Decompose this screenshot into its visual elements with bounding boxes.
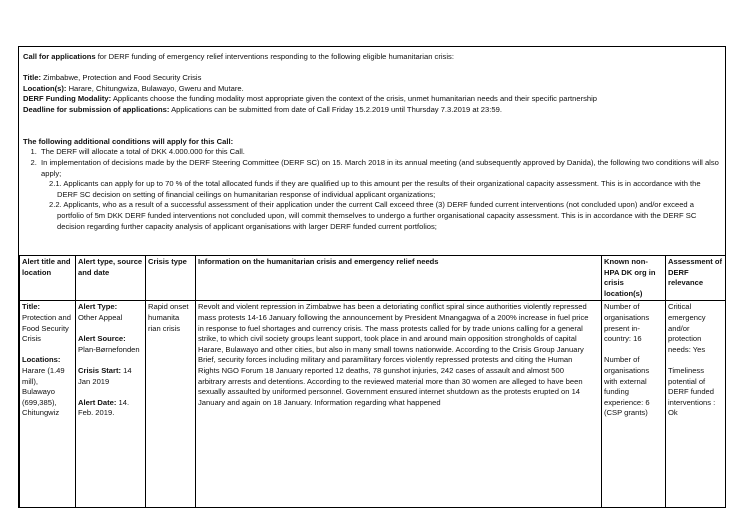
- alert-source-value: Plan-Børnefonden: [78, 344, 140, 354]
- header-known-orgs: Known non-HPA DK org in crisis location(s): [602, 256, 666, 301]
- conditions-heading-text: The following additional conditions will apply for this Call:: [23, 136, 234, 146]
- cell-crisis-type: Rapid onset humanita rian crisis: [146, 301, 196, 508]
- modality-line: [23, 94, 721, 105]
- crisis-start-value: 14 Jan 2019: [78, 365, 132, 386]
- deadline-label: Deadline for submission of applications:: [23, 104, 170, 114]
- deadline-line: [23, 105, 721, 116]
- cell-information: Revolt and violent repression in Zimbabwe has been a detoriating conflict spiral since authorities violently repressed mass protests 14-16 January following the announcement by President Mnangagwa of a 200% increase in fuel price in response to fuel shortages and currency crisis. The mass protests called for by trade unions calling for a general strike, to which civil society groups leant support, took place in and around main opposition strongholds of capital Harare, Bulawayo and other cities, but also in many small towns nationwide. According to the Crisis Group January Brief, security forces including military and paramilitary forces violently repressed protests and citing the Human Rights NGO Forum 18 January reported 12 deaths, 78 gunshot injuries, 242 cases of assault and almost 500 arbitrary arrests and detentions. According to the reviewed material more than 30 women are alleged to have been sexually assaulted by uniformed personnel. Government ensured internet shutdown as the protests erupted on 14 January and again on 18 January. Information regarding what happened: [196, 301, 602, 508]
- title-label-cell: Title:: [22, 302, 41, 312]
- call-intro-bold: Call for applications: [23, 52, 96, 61]
- header-alert-type: Alert type, source and date: [76, 256, 146, 301]
- alert-date-value: 14. Feb. 2019.: [78, 397, 130, 418]
- document-frame: [18, 46, 726, 508]
- alert-source-label: Alert Source:: [78, 334, 126, 344]
- orgs-funding-value: Number of organisations with external funding experience: 6 (CSP grants): [604, 355, 650, 418]
- table-row: [20, 301, 726, 508]
- header-assessment: Assessment of DERF relevance: [666, 256, 726, 301]
- cell-alert-title: [20, 301, 76, 508]
- cell-assessment: [666, 301, 726, 508]
- conditions-heading: [23, 137, 721, 148]
- location-line: [23, 84, 721, 95]
- title-line: [23, 73, 721, 84]
- subconditions-list: [49, 179, 721, 232]
- critical-needs-value: Critical emergency and/or protection needs: Yes: [668, 302, 706, 354]
- subcondition-item: 2.2. Applicants, who as a result of a successful assessment of their application under the current Call exceed three (3) DERF funded current interventions (not concluded upon) and/or exceed a portfolio of 5m DKK DERF funded interventions not concluded upon, will commit themselves to undergo a further organisational capacity assessment. This is in accordance with the DERF SC decision regarding further capacity analysis of applicant organisations with larger DERF funded current portfolios;: [49, 200, 697, 231]
- modality-value: Applicants choose the funding modality most appropriate given the context of the crisis, unmet humanitarian needs and their specific partnership: [111, 94, 598, 104]
- alert-type-value: Other Appeal: [78, 312, 123, 322]
- header-crisis-type: Crisis type: [146, 256, 196, 301]
- crisis-start-line: [78, 366, 143, 387]
- locations-value: Harare (1.49 mill), Bulawayo (699,385), Chitungwiz: [22, 365, 65, 418]
- modality-label: DERF Funding Modality:: [23, 94, 112, 104]
- alert-date-label: Alert Date:: [78, 397, 117, 407]
- header-alert-title: Alert title and location: [20, 256, 76, 301]
- alert-type-label: Alert Type:: [78, 302, 118, 312]
- orgs-present-value: Number of organisations present in-country: 16: [604, 302, 650, 344]
- alert-table: [19, 255, 726, 508]
- cell-known-orgs: [602, 301, 666, 508]
- header-information: Information on the humanitarian crisis and emergency relief needs: [196, 256, 602, 301]
- condition-item: 2. In implementation of decisions made by the DERF Steering Committee (DERF SC) on 15. March 2018 in its annual meeting (and subsequently approved by Danida), the following two conditions will also apply;: [39, 158, 721, 179]
- location-label: Location(s):: [23, 83, 67, 93]
- alert-title-value: Protection and Food Security Crisis: [22, 312, 71, 344]
- location-value: Harare, Chitungwiza, Bulawayo, Gweru and Mutare.: [66, 83, 244, 93]
- cell-alert-type: [76, 301, 146, 508]
- conditions-list: [23, 147, 721, 179]
- call-intro-text: for DERF funding of emergency relief interventions responding to the following eligible humanitarian crisis:: [95, 52, 454, 61]
- call-section: [19, 47, 725, 255]
- crisis-start-label: Crisis Start:: [78, 365, 122, 375]
- locations-label: Locations:: [22, 355, 61, 365]
- title-label: Title:: [23, 73, 42, 83]
- call-intro: [23, 52, 721, 63]
- deadline-value: Applications can be submitted from date of Call Friday 15.2.2019 until Thursday 7.3.2019 at 23:59.: [169, 104, 502, 114]
- alert-date-line: [78, 398, 143, 419]
- table-header-row: [20, 256, 726, 301]
- title-value: Zimbabwe, Protection and Food Security Crisis: [41, 73, 202, 83]
- subcondition-item: 2.1. Applicants can apply for up to 70 % of the total allocated funds if they are qualified up to this amount per the results of their organizational capacity assessment. This is in accordance with the DERF SC decision on setting of financial ceilings on humanitarian response of individual applicant organizations;: [49, 179, 701, 199]
- condition-item: 1. The DERF will allocate a total of DKK 4.000.000 for this Call.: [39, 147, 721, 158]
- timeliness-value: Timeliness potential of DERF funded interventions : Ok: [668, 365, 716, 418]
